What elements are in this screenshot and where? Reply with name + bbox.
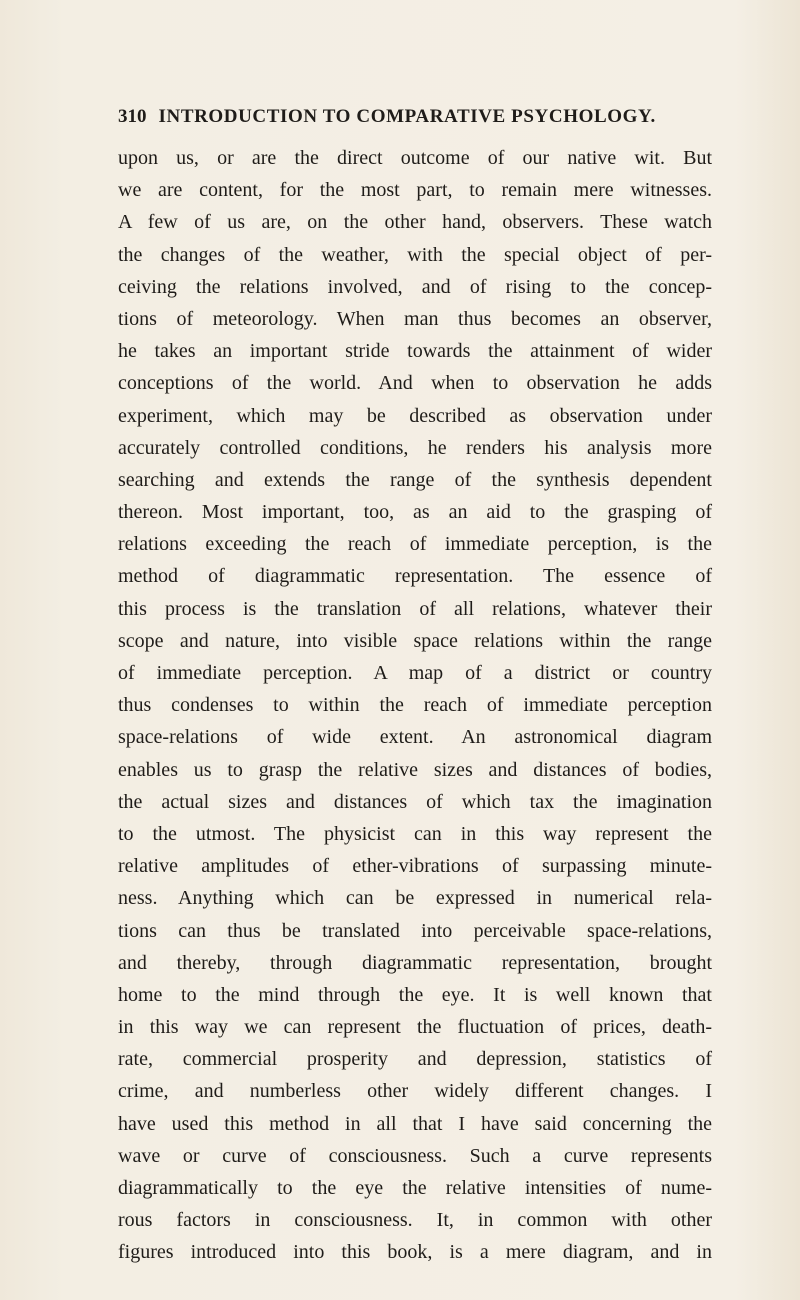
text-line: relative amplitudes of ether-vibrations of surpassing minute- [118,855,712,878]
text-line: the changes of the weather, with the special object of per- [118,243,712,266]
text-line: method of diagrammatic representation. The essence of [118,565,712,588]
text-line: scope and nature, into visible space relations within the range [118,629,712,652]
text-line: the actual sizes and distances of which tax the imagination [118,790,712,813]
text-line: tions can thus be translated into perceivable space-relations, [118,919,712,942]
text-line: figures introduced into this book, is a mere diagram, and in [118,1241,712,1264]
text-line: experiment, which may be described as observation under [118,404,712,427]
text-line: in this way we can represent the fluctuation of prices, death- [118,1016,712,1039]
text-line: upon us, or are the direct outcome of our native wit. But [118,147,712,169]
text-line: rous factors in consciousness. It, in common with other [118,1209,712,1232]
text-line: space-relations of wide extent. An astronomical diagram [118,726,712,749]
text-line: we are content, for the most part, to remain mere witnesses. [118,179,712,202]
text-line: conceptions of the world. And when to observation he adds [118,372,712,395]
text-line: thus condenses to within the reach of immediate perception [118,694,712,717]
text-line: he takes an important stride towards the attainment of wider [118,340,712,363]
text-line: wave or curve of consciousness. Such a curve represents [118,1144,712,1167]
running-head [118,104,718,130]
text-line: and thereby, through diagrammatic representation, brought [118,951,712,974]
text-line: to the utmost. The physicist can in this way represent the [118,822,712,845]
text-line: of immediate perception. A map of a district or country [118,662,712,684]
body-text [118,142,712,1269]
text-line: have used this method in all that I have said concerning the [118,1112,712,1135]
running-title: INTRODUCTION TO COMPARATIVE PSYCHOLOGY. [158,106,656,127]
text-line: diagrammatically to the eye the relative intensities of nume- [118,1177,712,1199]
text-line: home to the mind through the eye. It is well known that [118,983,712,1006]
text-line: tions of meteorology. When man thus becomes an observer, [118,307,712,330]
text-line: crime, and numberless other widely different changes. I [118,1080,712,1103]
text-line: ceiving the relations involved, and of rising to the concep- [118,275,712,298]
text-line: thereon. Most important, too, as an aid to the grasping of [118,501,712,524]
text-line: relations exceeding the reach of immediate perception, is the [118,533,712,556]
text-line: enables us to grasp the relative sizes and distances of bodies, [118,758,712,781]
text-line: accurately controlled conditions, he renders his analysis more [118,436,712,459]
text-line: ness. Anything which can be expressed in numerical rela- [118,887,712,910]
text-line: rate, commercial prosperity and depression, statistics of [118,1048,712,1071]
text-line: this process is the translation of all relations, whatever their [118,597,712,620]
text-line: A few of us are, on the other hand, observers. These watch [118,211,712,234]
text-line: searching and extends the range of the synthesis dependent [118,468,712,491]
page-number: 310 [118,106,147,127]
